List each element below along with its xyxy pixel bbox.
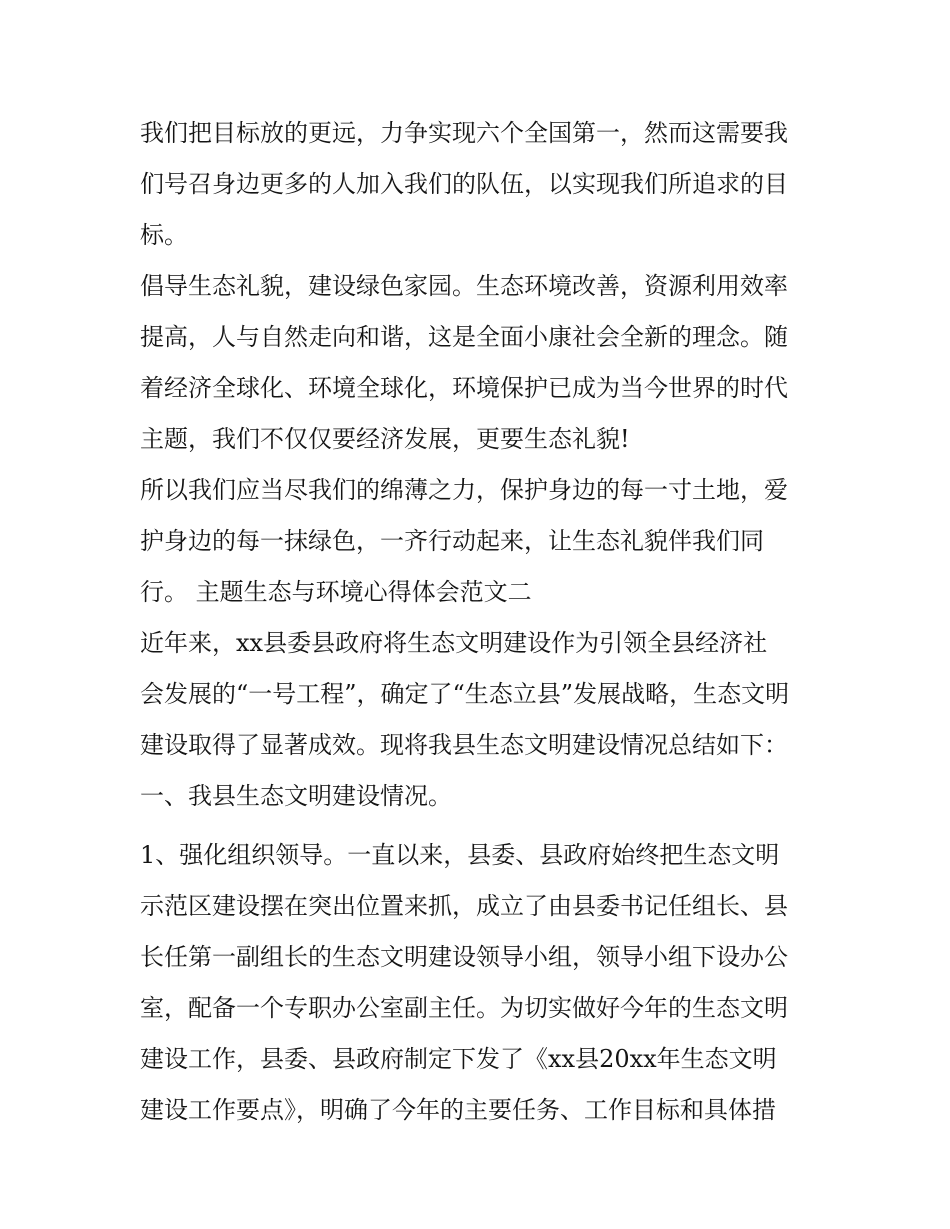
text-line: 着经济全球化、环境全球化，环境保护已成为当今世界的时代 [140, 374, 788, 402]
text-line: 建设取得了显著成效。现将我县生态文明建设情况总结如下： [140, 731, 788, 759]
text-line: 倡导生态礼貌，建设绿色家园。生态环境改善，资源利用效率 [140, 272, 788, 300]
text-line: 行。 主题生态与环境心得体会范文二 [140, 578, 532, 606]
text-line: 提高，人与自然走向和谐，这是全面小康社会全新的理念。随 [140, 323, 788, 351]
text-line: 建设工作要点》，明确了今年的主要任务、工作目标和具体措 [140, 1096, 776, 1124]
text-line: 所以我们应当尽我们的绵薄之力，保护身边的每一寸土地，爱 [140, 476, 788, 504]
text-line: 建设工作，县委、县政府制定下发了《xx县20xx年生态文明 [140, 1045, 777, 1073]
text-line: 会发展的“一号工程”，确定了“生态立县”发展战略，生态文明 [140, 680, 790, 708]
section-heading: 一、我县生态文明建设情况。 [140, 782, 452, 810]
text-line: 室，配备一个专职办公室副主任。为切实做好今年的生态文明 [140, 994, 788, 1022]
text-line: 主题，我们不仅仅要经济发展，更要生态礼貌! [140, 425, 630, 453]
text-line: 近年来，xx县委县政府将生态文明建设作为引领全县经济社 [140, 629, 768, 657]
text-line: 护身边的每一抹绿色，一齐行动起来，让生态礼貌伴我们同 [140, 527, 764, 555]
text-line: 示范区建设摆在突出位置来抓，成立了由县委书记任组长、县 [140, 892, 788, 920]
text-line: 长任第一副组长的生态文明建设领导小组，领导小组下设办公 [140, 943, 788, 971]
text-line: 标。 [140, 221, 188, 249]
body-text [140, 108, 820, 1136]
text-line: 1、强化组织领导。一直以来，县委、县政府始终把生态文明 [140, 841, 780, 869]
text-line: 们号召身边更多的人加入我们的队伍，以实现我们所追求的目 [140, 170, 788, 198]
text-line: 我们把目标放的更远，力争实现六个全国第一，然而这需要我 [140, 119, 788, 147]
